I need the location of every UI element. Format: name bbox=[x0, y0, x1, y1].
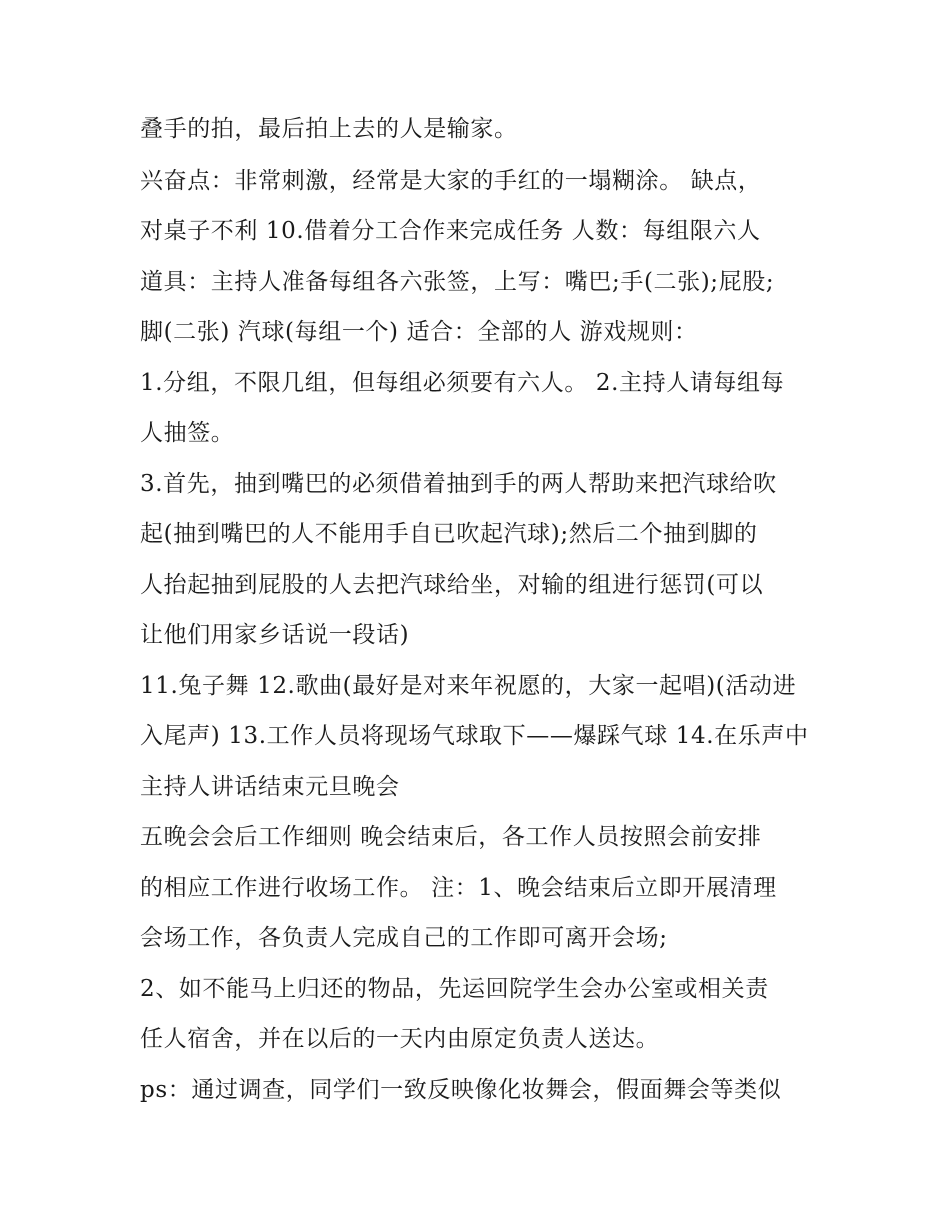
text-line: 1.分组，不限几组，但每组必须要有六人。 2.主持人请每组每 bbox=[140, 370, 785, 396]
text-line: 人抽签。 bbox=[140, 420, 235, 446]
text-line: 道具：主持人准备每组各六张签，上写：嘴巴;手(二张);屁股; bbox=[140, 269, 775, 295]
text-line: 3.首先，抽到嘴巴的必须借着抽到手的两人帮助来把汽球给吹 bbox=[140, 471, 777, 497]
text-line: 入尾声) 13.工作人员将现场气球取下——爆踩气球 14.在乐声中 bbox=[140, 723, 809, 749]
text-line: 人抬起抽到屁股的人去把汽球给坐，对输的组进行惩罚(可以 bbox=[140, 572, 764, 598]
text-line: 兴奋点：非常刺激，经常是大家的手红的一塌糊涂。 缺点， bbox=[140, 168, 762, 194]
text-line: 五晚会会后工作细则 晚会结束后，各工作人员按照会前安排 bbox=[140, 824, 762, 850]
text-line: 对桌子不利 10.借着分工合作来完成任务 人数：每组限六人 bbox=[140, 218, 761, 244]
text-line: ps：通过调查，同学们一致反映像化妆舞会，假面舞会等类似 bbox=[140, 1077, 782, 1103]
text-line: 2、如不能马上归还的物品，先运回院学生会办公室或相关责 bbox=[140, 976, 769, 1002]
text-line: 叠手的拍，最后拍上去的人是输家。 bbox=[140, 116, 518, 142]
text-line: 的相应工作进行收场工作。 注：1、晚会结束后立即开展清理 bbox=[140, 875, 777, 901]
text-line: 让他们用家乡话说一段话) bbox=[140, 622, 410, 648]
text-line: 脚(二张) 汽球(每组一个) 适合：全部的人 游戏规则： bbox=[140, 319, 698, 345]
text-line: 起(抽到嘴巴的人不能用手自已吹起汽球);然后二个抽到脚的 bbox=[140, 521, 758, 547]
text-line: 主持人讲话结束元旦晚会 bbox=[140, 774, 400, 800]
text-line: 会场工作，各负责人完成自己的工作即可离开会场; bbox=[140, 925, 668, 951]
text-line: 任人宿舍，并在以后的一天内由原定负责人送达。 bbox=[140, 1026, 660, 1052]
text-line: 11.兔子舞 12.歌曲(最好是对来年祝愿的，大家一起唱)(活动进 bbox=[140, 673, 797, 699]
